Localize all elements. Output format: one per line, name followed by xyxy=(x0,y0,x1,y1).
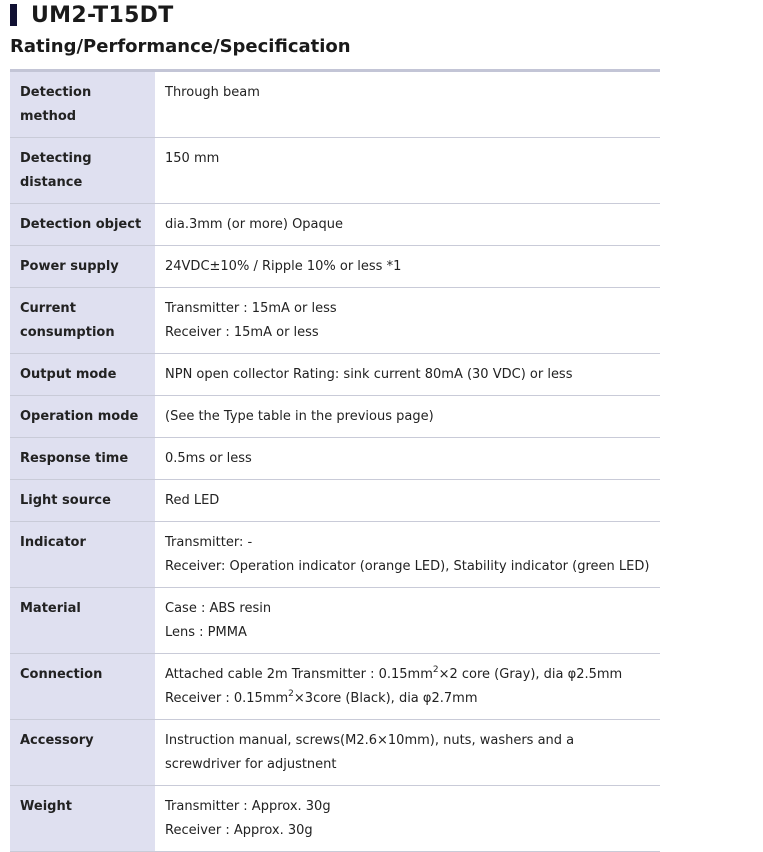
spec-value-line: Transmitter : 15mA or less xyxy=(165,301,337,316)
spec-value-line: Instruction manual, screws(M2.6×10mm), nuts, washers and a screwdriver for adjustnent xyxy=(165,733,575,772)
spec-label: Output mode xyxy=(10,354,155,396)
spec-value xyxy=(155,71,660,138)
spec-value xyxy=(155,786,660,852)
spec-label: Response time xyxy=(10,438,155,480)
spec-row xyxy=(10,246,660,288)
spec-value xyxy=(155,138,660,204)
spec-row xyxy=(10,71,660,138)
spec-value-line: Attached cable 2m Transmitter : $0.15mm^2\times 2$ core (Gray), dia φ2.5mm xyxy=(165,664,623,682)
spec-label: Weight xyxy=(10,786,155,852)
spec-value xyxy=(155,204,660,246)
section-subtitle: Rating/Performance/Specification xyxy=(10,36,351,57)
page-title-row xyxy=(10,2,174,28)
spec-value-line: 0.5ms or less xyxy=(165,451,252,466)
spec-value-line: 24VDC±10% / Ripple 10% or less *1 xyxy=(165,259,402,274)
spec-label: Detection method xyxy=(10,71,155,138)
spec-value xyxy=(155,396,660,438)
spec-value xyxy=(155,480,660,522)
spec-row xyxy=(10,354,660,396)
title-accent-bar xyxy=(10,4,17,26)
spec-value xyxy=(155,654,660,720)
spec-label: Light source xyxy=(10,480,155,522)
spec-value xyxy=(155,288,660,354)
spec-label: Indicator xyxy=(10,522,155,588)
spec-label: Material xyxy=(10,588,155,654)
spec-label: Current consumption xyxy=(10,288,155,354)
spec-row xyxy=(10,138,660,204)
spec-value-line: dia.3mm (or more) Opaque xyxy=(165,217,344,232)
spec-value xyxy=(155,588,660,654)
spec-row xyxy=(10,720,660,786)
spec-value-line: (See the Type table in the previous page) xyxy=(165,409,434,424)
spec-row xyxy=(10,786,660,852)
spec-value-line: Receiver : $0.15mm^2\times 3core$ (Black), dia φ2.7mm xyxy=(165,688,478,706)
spec-row xyxy=(10,288,660,354)
spec-label: Detection object xyxy=(10,204,155,246)
spec-value xyxy=(155,246,660,288)
spec-value xyxy=(155,720,660,786)
spec-value-line: Receiver : Approx. 30g xyxy=(165,823,313,838)
spec-label: Accessory xyxy=(10,720,155,786)
spec-row xyxy=(10,480,660,522)
spec-row xyxy=(10,654,660,720)
spec-value xyxy=(155,354,660,396)
spec-value-line: Receiver: Operation indicator (orange LED), Stability indicator (green LED) xyxy=(165,559,650,574)
spec-row xyxy=(10,204,660,246)
page-title: UM2-T15DT xyxy=(31,2,174,28)
spec-value-line: 150 mm xyxy=(165,151,220,166)
spec-row xyxy=(10,522,660,588)
spec-value-line: Transmitter : Approx. 30g xyxy=(165,799,331,814)
spec-label: Connection xyxy=(10,654,155,720)
spec-row xyxy=(10,588,660,654)
spec-value-line: Lens : PMMA xyxy=(165,625,247,640)
spec-value-line: Red LED xyxy=(165,493,220,508)
spec-value-line: Case : ABS resin xyxy=(165,601,272,616)
spec-value-line: Through beam xyxy=(165,85,260,100)
spec-value-line: Transmitter: - xyxy=(165,535,253,550)
spec-label: Detecting distance xyxy=(10,138,155,204)
spec-value-line: Receiver : 15mA or less xyxy=(165,325,319,340)
spec-row xyxy=(10,396,660,438)
spec-label: Power supply xyxy=(10,246,155,288)
spec-value-line: NPN open collector Rating: sink current 80mA (30 VDC) or less xyxy=(165,367,573,382)
spec-table xyxy=(10,69,660,852)
spec-value xyxy=(155,438,660,480)
spec-table-body xyxy=(10,71,660,852)
spec-row xyxy=(10,438,660,480)
spec-label: Operation mode xyxy=(10,396,155,438)
spec-value xyxy=(155,522,660,588)
